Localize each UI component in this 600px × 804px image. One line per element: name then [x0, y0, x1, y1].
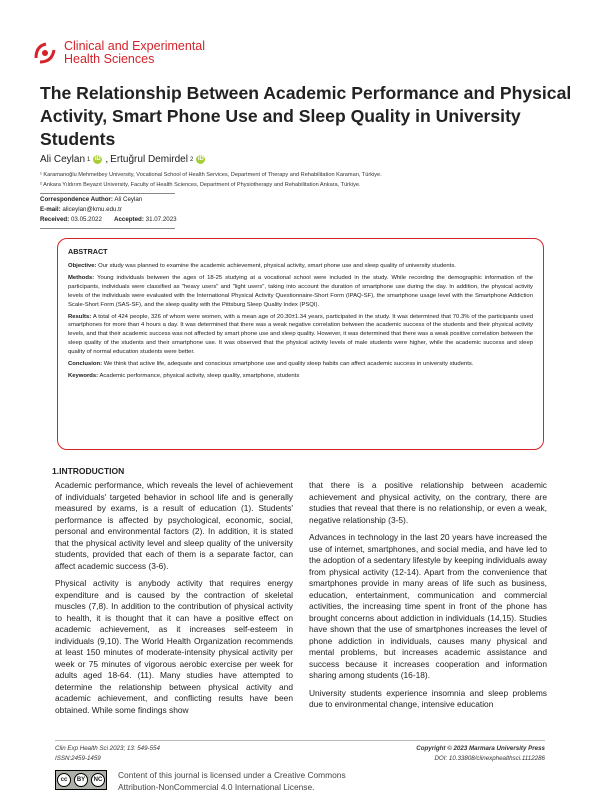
issn: ISSN:2459-1459 [55, 755, 101, 762]
affiliation: ¹ Karamanoğlu Mehmetbey University, Vocational School of Health Services, Department of Therapy and Rehabilitation Karaman, Türkiye. [40, 172, 382, 178]
keywords-label: Keywords: [68, 372, 99, 379]
author-list [40, 154, 206, 165]
doi-link[interactable]: DOI: 10.33808/clinexphealthsci.1112286 [434, 755, 545, 762]
accepted-label: Accepted: [113, 216, 144, 223]
abstract-keywords [68, 372, 533, 381]
orcid-icon[interactable]: iD [94, 156, 101, 162]
body-column-right [309, 480, 547, 717]
section-heading: 1.INTRODUCTION [52, 466, 125, 476]
correspondence-label: Correspondence Author: [40, 196, 113, 203]
abstract-methods [68, 274, 533, 310]
license-line: Attribution-NonCommercial 4.0 International License. [118, 781, 315, 792]
body-paragraph: University students experience insomnia and sleep problems due to environmental change, intensive education [309, 687, 547, 709]
methods-label: Methods: [68, 274, 95, 281]
correspondence-email [40, 206, 122, 213]
email-link[interactable]: aliceylan@kmu.edu.tr [62, 206, 122, 213]
email-label: E-mail: [40, 206, 61, 213]
abstract-conclusion [68, 360, 533, 369]
results-label: Results: [68, 313, 92, 320]
body-paragraph: that there is a positive relationship between academic achievement and physical activity, on the contrary, there are studies that reveal that there is no relationship, or even a weak, negative relationship (3-5). [309, 480, 547, 525]
abstract-heading: ABSTRACT [68, 247, 108, 256]
received-date: 03.05.2022 [70, 216, 102, 223]
abstract-results [68, 313, 533, 358]
abstract-box [57, 238, 544, 450]
license-text [118, 770, 346, 793]
author-name: Ali Ceylan [40, 154, 86, 165]
footer-divider [55, 740, 545, 741]
author-separator: , [105, 154, 109, 165]
author-affil-sup: 1 [87, 156, 91, 163]
journal-header [32, 40, 205, 66]
journal-logo-icon [32, 40, 58, 66]
conclusion-label: Conclusion: [68, 361, 103, 368]
paper-title: The Relationship Between Academic Performance and Physical Activity, Smart Phone Use and Sleep Quality in University Students [40, 83, 572, 149]
results-text: A total of 424 people, 326 of whom were women, with a mean age of 20.30±1.34 years, participated in the study. It was determined that 70.3% of the participants used smartphones for more than 4 hours a day. It was determined that there was a weak negative correlation between the academic success of the students and their physical activity levels, and that their academic success was not affected by smart phone use and sleep quality. However, it was determined that there was a weak positive correlation between the sleep quality of the students and their smartphone use. It was observed that the physical activity levels of male students were higher, while the academic success and sleep quality of normal education students were better. [68, 313, 533, 356]
citation: Clin Exp Health Sci 2023; 13: 549-554 [55, 745, 160, 752]
cc-icon: cc [57, 773, 71, 787]
author-affil-sup: 2 [189, 156, 194, 163]
correspondence-value: Ali Ceylan [114, 196, 143, 203]
journal-name-line1: Clinical and Experimental [64, 39, 206, 53]
orcid-icon[interactable]: iD [197, 156, 204, 162]
body-paragraph: Academic performance, which reveals the level of achievement of individuals' targeted behavior in school life and is generally measured by exams, is a result of education (1). Students' performance is affected by psychological, economic, social, personal and environmental factors (2). In addition, it is stated that the physical activity level and sleep quality of the university students, provided that each of them is a separate factor, can affect academic success (3-6). [55, 480, 293, 571]
body-paragraph: Advances in technology in the last 20 years have increased the use of internet, smartphones, and social media, and have led to the adoption of a sedentary lifestyle by keeping individuals away from physical activity (12-14). Apart from the convenience that smartphones provide in many areas of life such as business, education, entertainment, communication and commercial activities, the increasing time spent in front of the phone has brought concerns about addiction in individuals (14,15). Studies have shown that the use of smartphones increases the level of phone addiction in individuals, causes many physical and mental problems, but increases academic assistance and success because it increases cooperation and information sharing among students (16-18). [309, 532, 547, 680]
body-column-left [55, 480, 293, 722]
objective-label: Objective: [68, 263, 97, 269]
journal-name [64, 40, 205, 66]
abstract-objective [68, 262, 533, 271]
accepted-date: 31.07.2023 [145, 216, 177, 223]
keywords-text: Academic performance, physical activity, sleep quality, smartphone, students [99, 372, 300, 379]
divider [40, 228, 175, 229]
copyright: Copyright © 2023 Marmara University Press [416, 745, 545, 752]
received-label: Received: [40, 216, 70, 223]
body-paragraph: Physical activity is anybody activity that requires energy expenditure and is caused by the contraction of skeletal muscles (7,8). In addition to the contribution of physical activity to health, it is thought that it can have a positive effect on academic achievement, as it increases self-esteem in individuals (9,10). The World Health Organization recommends at least 150 minutes of moderate-intensity physical activity per week or 75 minutes of vigorous aerobic exercise per week for adults aged 18-64. (11). Many studies have attempted to determine the relationship between physical activity and academic achievement, and conflicting results have been obtained. While some findings show [55, 578, 293, 715]
license-line: Content of this journal is licensed under a Creative Commons [118, 770, 346, 780]
dates-line [40, 216, 177, 223]
nc-icon: NC [91, 773, 105, 787]
conclusion-text: We think that active life, adequate and conscious smartphone use and quality sleep habits can affect academic success in university students. [103, 361, 474, 368]
cc-license-badge-icon[interactable] [55, 770, 107, 790]
objective-text: Our study was planned to examine the academic achievement, physical activity, smart phone use and sleep quality of university students. [98, 263, 456, 269]
affiliation: ² Ankara Yıldırım Beyazıt University, Faculty of Health Sciences, Department of Physiotherapy and Rehabilitation Ankara, Türkiye. [40, 182, 361, 188]
by-icon: BY [74, 773, 88, 787]
divider [40, 193, 175, 194]
author-name: Ertuğrul Demirdel [110, 154, 188, 165]
methods-text: Young individuals between the ages of 18-25 studying at a vocational school were included in the study. While recording the demographic information of the participants, individuals were classified as "heavy users" and "light users", taking into account the duration of smartphone use during the day. In addition, the physical activity levels of the individuals were evaluated with the International Physical Activity Questionnaire-Short Form (IPAQ-SF), the smartphone usage level with the Smartphone Addiction Scale-Short Form (SAS-SF), and the sleep quality with the Pittsburg Sleep Quality Index (PSQI). [68, 274, 533, 308]
correspondence-author [40, 196, 142, 203]
journal-name-line2: Health Sciences [64, 52, 155, 66]
